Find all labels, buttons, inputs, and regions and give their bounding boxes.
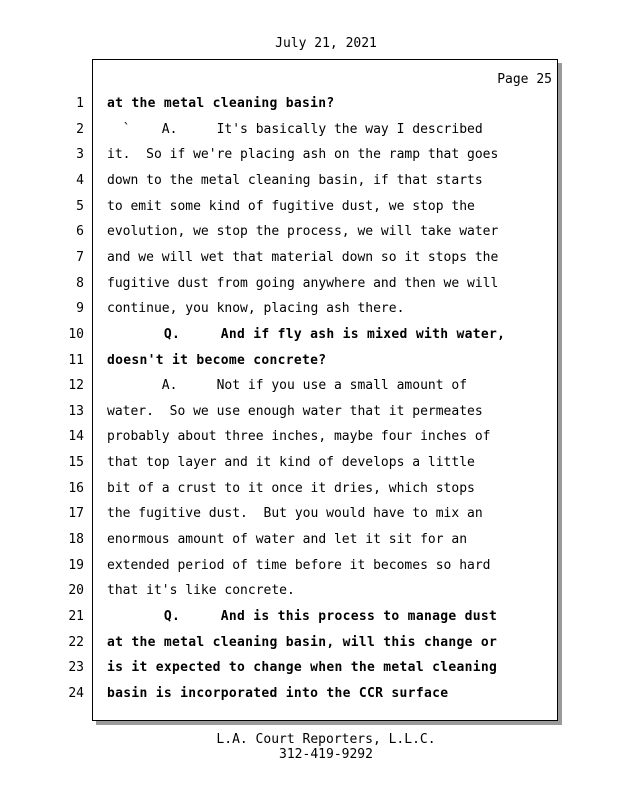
line-number: 19 — [68, 558, 84, 573]
transcript-line: Q. And is this process to manage dust — [107, 609, 498, 624]
line-number: 24 — [68, 686, 84, 701]
reporter-company: L.A. Court Reporters, L.L.C. — [216, 732, 436, 747]
transcript-line: to emit some kind of fugitive dust, we stop the — [107, 199, 475, 214]
transcript-line: basin is incorporated into the CCR surface — [107, 686, 449, 701]
line-number: 3 — [76, 147, 84, 162]
transcript-line: probably about three inches, maybe four inches of — [107, 429, 491, 444]
transcript-line: that it's like concrete. — [107, 583, 295, 598]
line-number: 21 — [68, 609, 84, 624]
transcript-line: extended period of time before it becomes so hard — [107, 558, 491, 573]
line-number: 15 — [68, 455, 84, 470]
line-number: 4 — [76, 173, 84, 188]
line-number: 7 — [76, 250, 84, 265]
line-number: 18 — [68, 532, 84, 547]
transcript-line: A. Not if you use a small amount of — [107, 378, 468, 393]
transcript-line: the fugitive dust. But you would have to mix an — [107, 506, 483, 521]
line-number: 23 — [68, 660, 84, 675]
line-number: 5 — [76, 199, 84, 214]
line-number: 8 — [76, 276, 84, 291]
line-number: 11 — [68, 353, 84, 368]
transcript-line: Q. And if fly ash is mixed with water, — [107, 327, 506, 342]
transcript-line: bit of a crust to it once it dries, which stops — [107, 481, 475, 496]
line-number: 9 — [76, 301, 84, 316]
line-number: 12 — [68, 378, 84, 393]
transcript-line: that top layer and it kind of develops a little — [107, 455, 475, 470]
transcript-line: it. So if we're placing ash on the ramp that goes — [107, 147, 499, 162]
transcript-line: evolution, we stop the process, we will take water — [107, 224, 499, 239]
transcript-line: enormous amount of water and let it sit for an — [107, 532, 468, 547]
transcript-line: at the metal cleaning basin, will this change or — [107, 635, 498, 650]
line-number: 2 — [76, 122, 84, 137]
transcript-line: down to the metal cleaning basin, if that starts — [107, 173, 483, 188]
page-number: Page 25 — [497, 72, 552, 87]
line-number: 22 — [68, 635, 84, 650]
transcript-date: July 21, 2021 — [275, 36, 377, 51]
transcript-line: fugitive dust from going anywhere and then we will — [107, 276, 499, 291]
line-number: 16 — [68, 481, 84, 496]
transcript-line: ` A. It's basically the way I described — [107, 122, 483, 137]
line-number: 17 — [68, 506, 84, 521]
transcript-line: and we will wet that material down so it stops the — [107, 250, 499, 265]
line-number: 20 — [68, 583, 84, 598]
line-number: 14 — [68, 429, 84, 444]
line-number: 6 — [76, 224, 84, 239]
transcript-line: doesn't it become concrete? — [107, 353, 327, 368]
transcript-line: continue, you know, placing ash there. — [107, 301, 405, 316]
line-number: 13 — [68, 404, 84, 419]
transcript-line: is it expected to change when the metal cleaning — [107, 660, 498, 675]
transcript-line: at the metal cleaning basin? — [107, 96, 335, 111]
reporter-phone: 312-419-9292 — [279, 747, 373, 762]
line-number: 1 — [76, 96, 84, 111]
footer — [0, 732, 618, 762]
transcript-line: water. So we use enough water that it permeates — [107, 404, 483, 419]
line-number: 10 — [68, 327, 84, 342]
